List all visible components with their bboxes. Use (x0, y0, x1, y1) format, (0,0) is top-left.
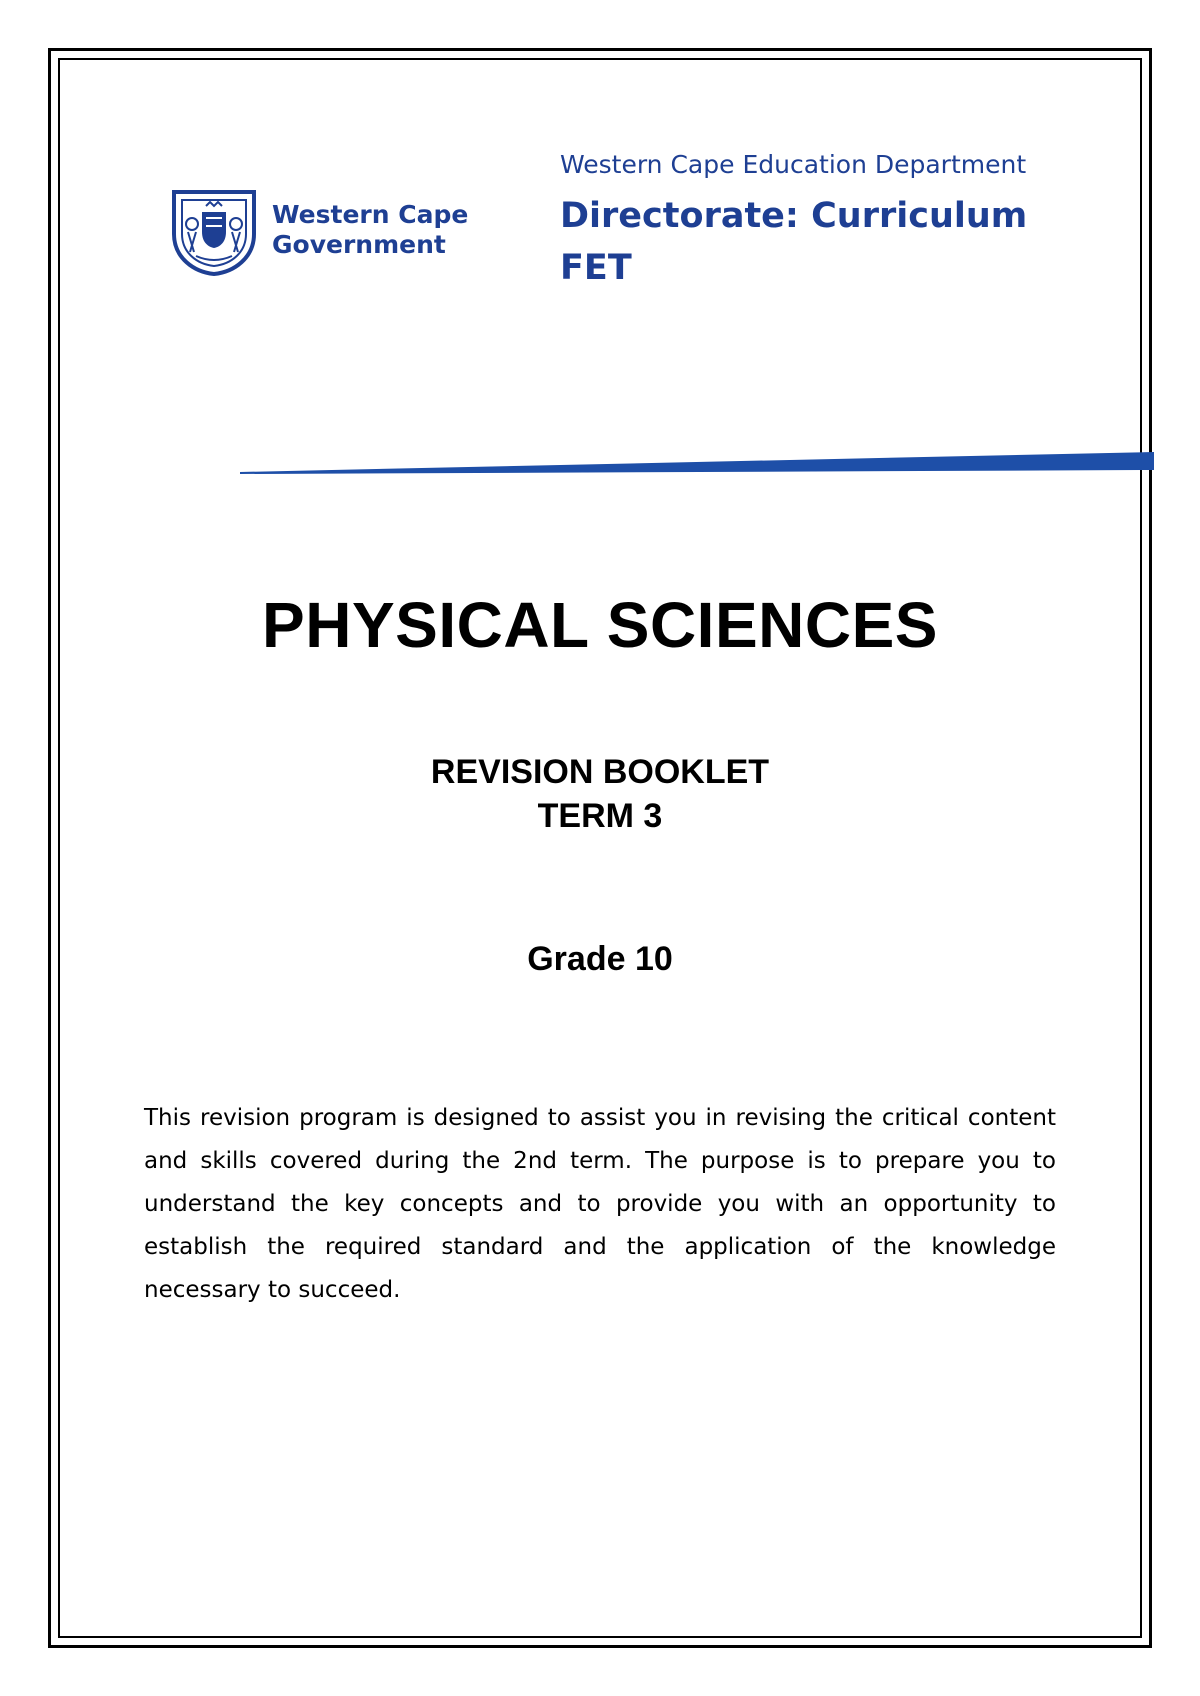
western-cape-government-logo (166, 180, 486, 280)
coat-of-arms-shield-icon (166, 182, 262, 278)
subtitle-line2: TERM 3 (537, 797, 663, 835)
booklet-subtitle (0, 750, 1200, 838)
page-title: PHYSICAL SCIENCES (262, 589, 938, 661)
intro-paragraph: This revision program is designed to assist you in revising the critical content and skills covered during the 2nd term. The purpose is to prepare you to understand the key concepts and to provide you with an opportunity to establish the required standard and the application of the knowledge necessary to succeed. (144, 1105, 1056, 1303)
directorate-heading (560, 190, 1027, 294)
blue-banner-stripe (240, 452, 1154, 476)
directorate-line2: FET (560, 248, 632, 288)
subtitle-line1: REVISION BOOKLET (430, 753, 770, 791)
directorate-line1: Directorate: Curriculum (560, 196, 1028, 236)
grade-label: Grade 10 (527, 940, 673, 978)
logo-text-line1: Western Cape (272, 200, 469, 229)
page-border-inner (58, 58, 1142, 1638)
logo-text-line2: Government (272, 230, 446, 259)
department-name: Western Cape Education Department (560, 150, 1027, 179)
